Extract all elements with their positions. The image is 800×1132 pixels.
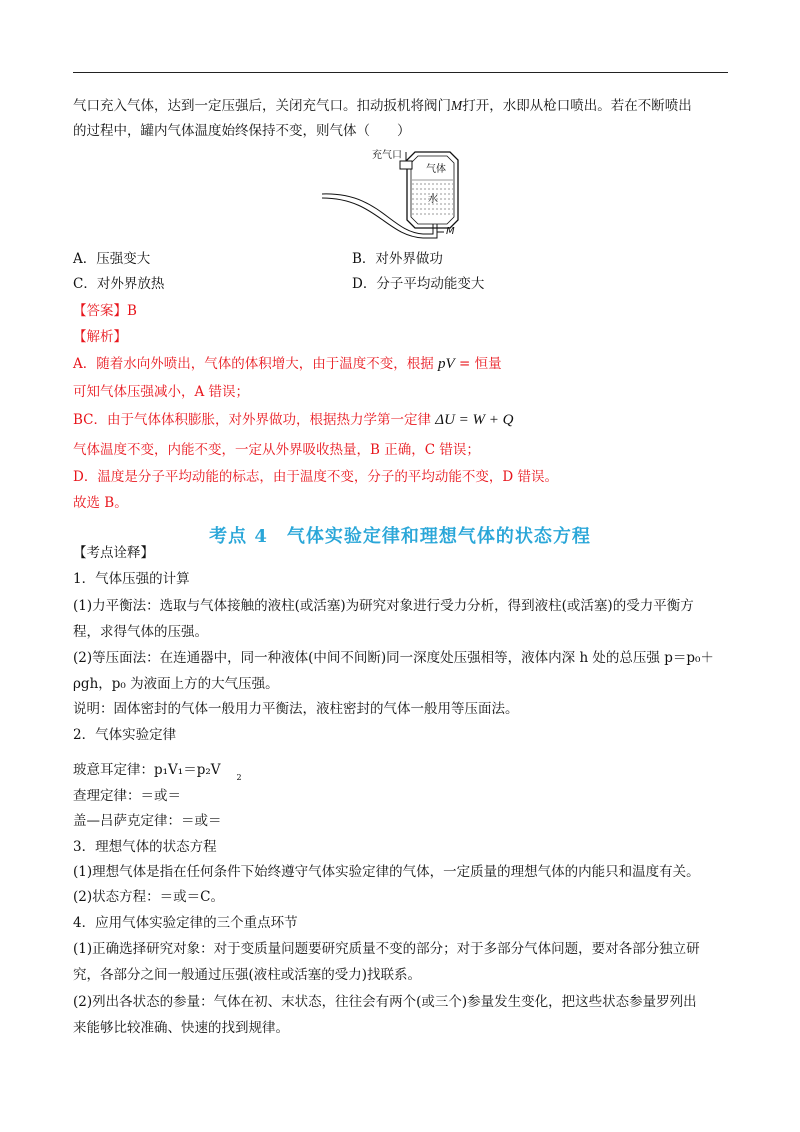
analysis-a-text: A．随着水向外喷出，气体的体积增大，由于温度不变，根据: [73, 356, 434, 372]
charles-law: 查理定律：＝或＝: [73, 788, 181, 804]
label-inlet: 充气口: [372, 150, 402, 161]
intro-text-end: 打开，水即从枪口喷出。若在不断喷出: [462, 98, 692, 114]
section-title: 考点 4 气体实验定律和理想气体的状态方程: [209, 526, 591, 547]
analysis-label: 【解析】: [73, 329, 127, 345]
analysis-d: D．温度是分子平均动能的标志，由于温度不变，分子的平均动能不变，D 错误。: [73, 469, 558, 485]
s1-note: 说明：固体密封的气体一般用力平衡法，液柱密封的气体一般用等压面法。: [73, 701, 519, 717]
option-b: B．对外界做功: [352, 251, 443, 267]
label-gas: 气体: [426, 164, 446, 175]
s3-p1: (1)理想气体是指在任何条件下始终遵守气体实验定律的气体，一定质量的理想气体的内能只和温度有关。: [73, 864, 700, 880]
s1-p1a: (1)力平衡法：选取与气体接触的液柱(或活塞)为研究对象进行受力分析，得到液柱(或活塞)的受力平衡方: [73, 598, 694, 614]
s4-title: 4．应用气体实验定律的三个重点环节: [73, 915, 298, 931]
s1-p1b: 程，求得气体的压强。: [73, 624, 208, 640]
analysis-bc-text: BC．由于气体体积膨胀，对外界做功，根据热力学第一定律: [73, 412, 431, 428]
question-intro-line1: [73, 97, 692, 115]
s2-title: 2．气体实验定律: [73, 727, 177, 743]
option-a: A．压强变大: [73, 251, 151, 267]
var-m: M: [451, 98, 463, 113]
label-valve: M: [446, 226, 455, 237]
s4-p2a: (2)列出各状态的参量：气体在初、末状态，往往会有两个(或三个)参量发生变化，把这些状态参量罗列出: [73, 994, 697, 1010]
s1-p2b: ρgh，p₀ 为液面上方的大气压强。: [73, 676, 279, 692]
label-water: 水: [428, 194, 438, 205]
water-gun-diagram: [320, 142, 470, 242]
analysis-bc-line2: 气体温度不变，内能不变，一定从外界吸收热量，B 正确，C 错误；: [73, 442, 480, 458]
s3-p2: (2)状态方程：＝或＝C。: [73, 889, 224, 905]
s4-p1b: 究，各部分之间一般通过压强(液柱或活塞的受力)找联系。: [73, 967, 422, 983]
answer-label: 【答案】B: [73, 303, 137, 319]
formula-first-law: ΔU = W + Q: [435, 412, 514, 428]
gay-lussac-law: 盖—吕萨克定律：＝或＝: [73, 813, 222, 829]
formula-pv: pV: [438, 356, 455, 372]
option-d: D．分子平均动能变大: [352, 276, 485, 292]
formula-pv-rest: = 恒量: [459, 356, 502, 372]
analysis-a: [73, 355, 502, 373]
option-c: C．对外界放热: [73, 276, 165, 292]
analysis-a-line2: 可知气体压强减小，A 错误；: [73, 384, 250, 400]
intro-text: 气口充入气体，达到一定压强后，关闭充气口。扣动扳机将阀门: [73, 98, 451, 114]
header-rule: [73, 72, 728, 73]
analysis-bc: [73, 411, 514, 429]
question-intro-line2: 的过程中，罐内气体温度始终保持不变，则气体（ ）: [73, 123, 411, 139]
notes-label: 【考点诠释】: [73, 545, 154, 561]
s3-title: 3．理想气体的状态方程: [73, 839, 217, 855]
conclusion: 故选 B。: [73, 495, 128, 511]
boyle-text: 玻意耳定律：p₁V₁＝p₂V: [73, 762, 221, 778]
s1-title: 1．气体压强的计算: [73, 571, 190, 587]
s4-p2b: 来能够比较准确、快速的找到规律。: [73, 1020, 289, 1036]
boyle-law: [73, 761, 242, 787]
boyle-sub: 2: [236, 773, 242, 782]
s1-p2a: (2)等压面法：在连通器中，同一种液体(中间不间断)同一深度处压强相等，液体内深 h 处的总压强 p＝p₀＋: [73, 650, 714, 666]
s4-p1a: (1)正确选择研究对象：对于变质量问题要研究质量不变的部分；对于多部分气体问题，要对各部分独立研: [73, 941, 700, 957]
